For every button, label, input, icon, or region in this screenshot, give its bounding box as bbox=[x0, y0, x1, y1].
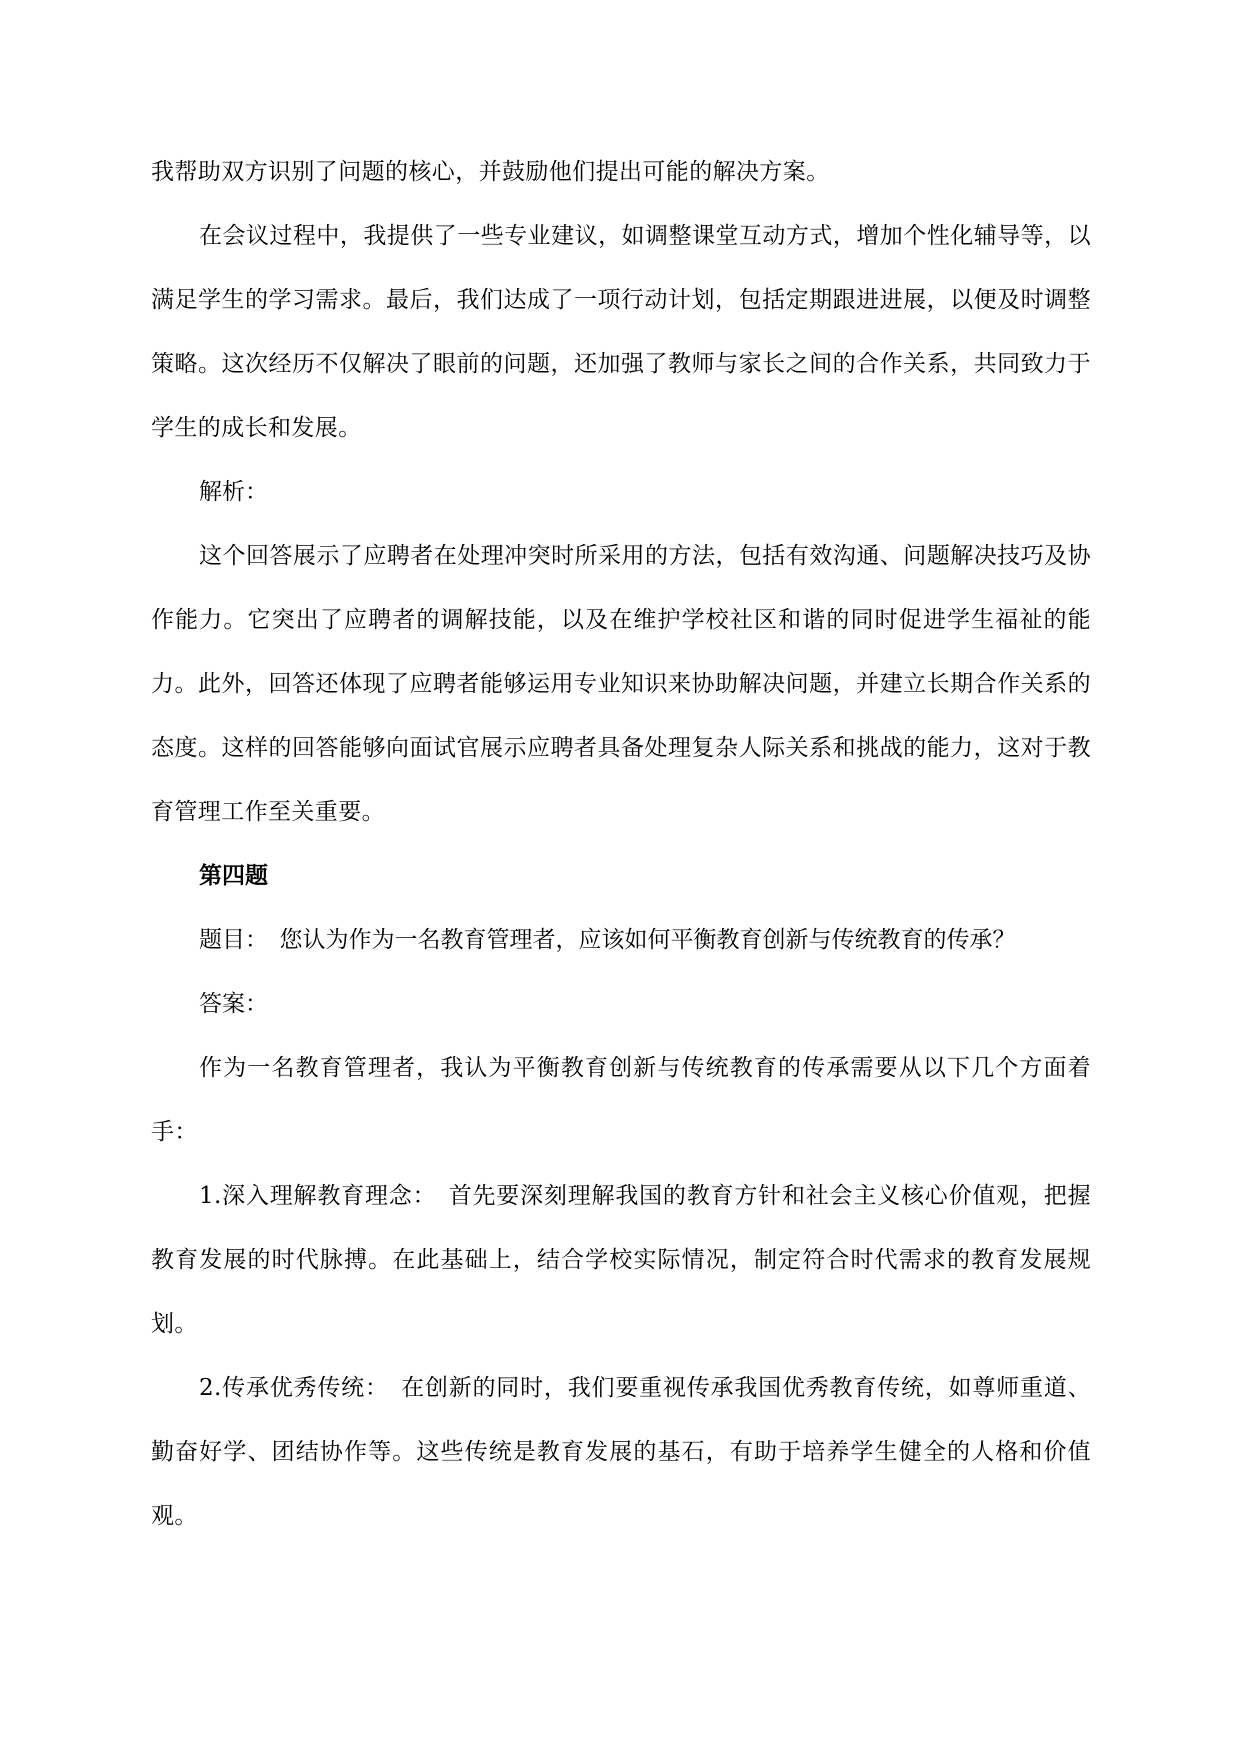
question-text: 题目： 您认为作为一名教育管理者，应该如何平衡教育创新与传统教育的传承？ bbox=[199, 927, 1016, 953]
answer-intro: 作为一名教育管理者，我认为平衡教育创新与传统教育的传承需要从以下几个方面着手： bbox=[151, 1055, 1091, 1145]
paragraph-meeting: 在会议过程中，我提供了一些专业建议，如调整课堂互动方式，增加个性化辅导等，以满足学生的学习需求。最后，我们达成了一项行动计划，包括定期跟进进展，以便及时调整策略。这次经历不仅解决了眼前的问题，还加强了教师与家长之间的合作关系，共同致力于学生的成长和发展。 bbox=[151, 223, 1091, 441]
analysis-label: 解析： bbox=[199, 479, 268, 505]
analysis-text: 这个回答展示了应聘者在处理冲突时所采用的方法，包括有效沟通、问题解决技巧及协作能力。它突出了应聘者的调解技能，以及在维护学校社区和谐的同时促进学生福祉的能力。此外，回答还体现了应聘者能够运用专业知识来协助解决问题，并建立长期合作关系的态度。这样的回答能够向面试官展示应聘者具备处理复杂人际关系和挑战的能力，这对于教育管理工作至关重要。 bbox=[151, 543, 1091, 825]
answer-label: 答案： bbox=[199, 991, 268, 1017]
answer-point-1: 1.深入理解教育理念： 首先要深刻理解我国的教育方针和社会主义核心价值观，把握教育发展的时代脉搏。在此基础上，结合学校实际情况，制定符合时代需求的教育发展规划。 bbox=[151, 1183, 1091, 1337]
paragraph-continuation: 我帮助双方识别了问题的核心，并鼓励他们提出可能的解决方案。 bbox=[151, 159, 830, 185]
document-body bbox=[151, 140, 1091, 1548]
section-heading: 第四题 bbox=[199, 863, 268, 889]
answer-point-2: 2.传承优秀传统： 在创新的同时，我们要重视传承我国优秀教育传统，如尊师重道、勤奋好学、团结协作等。这些传统是教育发展的基石，有助于培养学生健全的人格和价值观。 bbox=[151, 1375, 1091, 1529]
